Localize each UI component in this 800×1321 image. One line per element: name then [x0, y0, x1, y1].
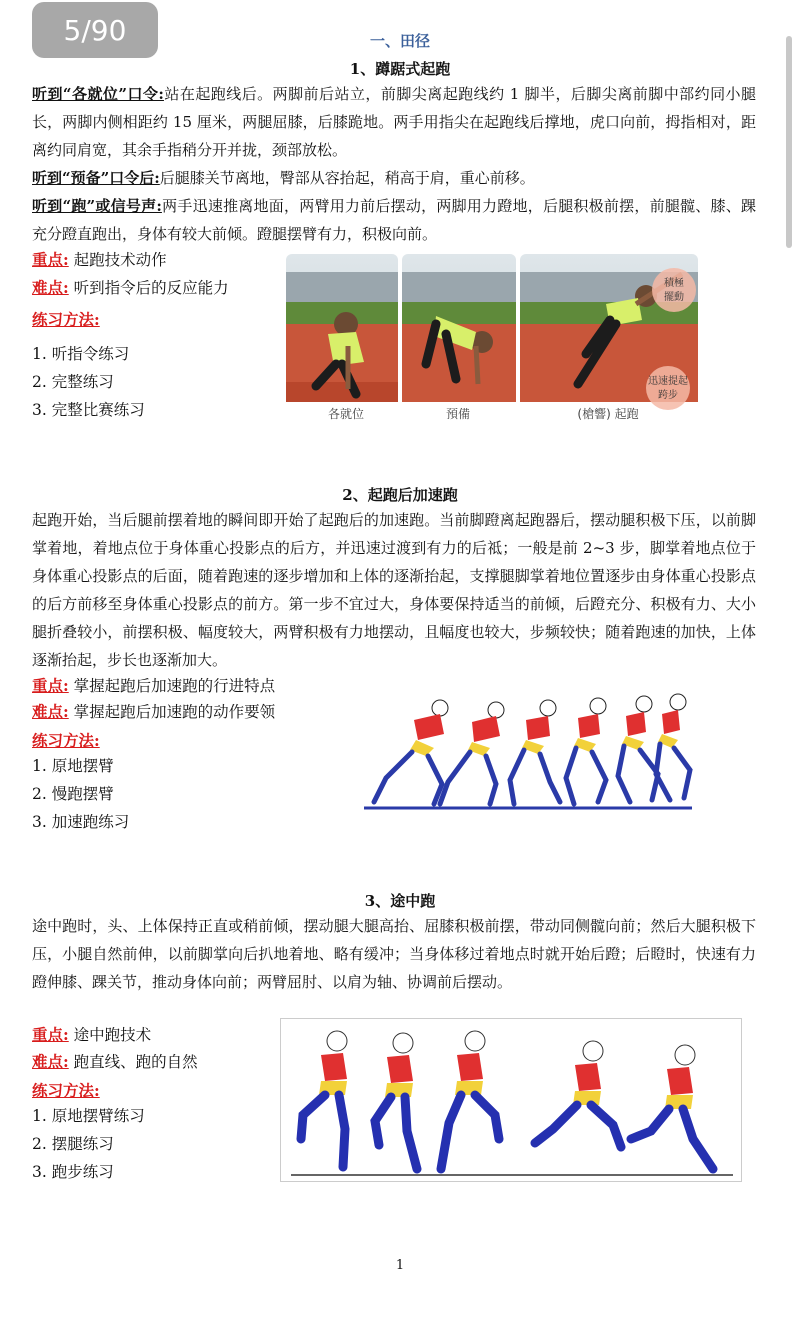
key-text: 起跑技术动作 [73, 251, 167, 269]
runner-figure [375, 1033, 417, 1169]
method-item: 2. 慢跑摆臂 [32, 785, 114, 803]
key-text: 途中跑技术 [73, 1026, 152, 1044]
photo-on-your-marks [286, 254, 398, 402]
bubble-active-swing-1: 積極 [664, 278, 684, 289]
command-3-text: 两手迅速推离地面，两臂用力前后摆动，两脚用力蹬地，后腿积极前摆，前腿髋、膝、踝充分蹬直跑出，身体有较大前倾。蹬腿摆臂有力，积极向前。 [32, 197, 757, 243]
method-item: 3. 加速跑练习 [32, 813, 130, 831]
difficulty-label: 难点: [32, 702, 69, 721]
runner-figure [656, 694, 690, 800]
page-counter-badge: 5/90 [32, 2, 158, 58]
command-3-label: 听到“跑”或信号声: [32, 197, 162, 215]
photo-set [402, 254, 516, 402]
section-2-methods [32, 752, 129, 836]
section-1-method-title: 练习方法: [32, 310, 100, 329]
command-2-text: 后腿膝关节离地，臀部从容抬起，稍高于肩，重心前移。 [159, 169, 535, 187]
method-item: 3. 跑步练习 [32, 1163, 114, 1181]
section-3-difficulty [32, 1048, 198, 1076]
page-number: 1 [395, 1258, 405, 1273]
runner-figure [374, 700, 448, 804]
section-3-method-title: 练习方法: [32, 1081, 100, 1100]
part-title: 一、田径 [369, 32, 430, 50]
method-item: 1. 原地摆臂练习 [32, 1107, 145, 1125]
runner-figure [440, 702, 504, 804]
caption-go: (槍響) 起跑 [577, 407, 639, 421]
method-item: 2. 摆腿练习 [32, 1135, 114, 1153]
section-2-key-point [32, 672, 275, 700]
bubble-active-swing-2: 擺動 [664, 292, 684, 303]
runner-figure [441, 1031, 499, 1169]
method-item: 1. 原地摆臂 [32, 757, 114, 775]
command-1-text: 站在起跑线后。两脚前后站立，前脚尖离起跑线约 1 脚半，后脚尖离前脚中部约同小腿长，两脚内侧相距约 15 厘米，两腿屈膝，后膝跪地。两手用指尖在起跑线后撑地，虎口向前，拇指相对，距离约同肩宽，其余手指稍分开并拢，颈部放松。 [32, 85, 757, 159]
section-3-title: 3、途中跑 [364, 892, 436, 910]
runner-figure [535, 1041, 621, 1147]
key-label: 重点: [32, 676, 69, 695]
method-item: 1. 听指令练习 [32, 345, 130, 363]
difficulty-text: 跑直线、跑的自然 [73, 1053, 198, 1071]
section-3-key-point [32, 1021, 151, 1049]
section-1-title: 1、蹲踞式起跑 [349, 60, 451, 78]
key-text: 掌握起跑后加速跑的行进特点 [73, 677, 276, 695]
method-item: 2. 完整练习 [32, 373, 114, 391]
runner-figure [510, 700, 560, 804]
section-2-method-title: 练习方法: [32, 731, 100, 750]
section-1-difficulty [32, 274, 229, 302]
runner-figure [566, 698, 606, 804]
caption-on-your-marks: 各就位 [327, 407, 365, 421]
key-label: 重点: [32, 250, 69, 269]
section-3-body: 途中跑时，头、上体保持正直或稍前倾，摆动腿大腿高抬、屈膝积极前摆，带动同侧髋向前；然后大腿积极下压，小腿自然前伸，以前脚掌向后扒地着地、略有缓冲；当身体移过着地点时就开始后蹬；后瞪时，快速有力蹬伸膝、踝关节，推动身体向前；两臂屈肘、以肩为轴、协调前后摆动。 [32, 917, 756, 991]
section-1-text [32, 80, 756, 248]
command-2-label: 听到“预备”口令后: [32, 169, 160, 187]
crouch-start-photo-strip [286, 254, 698, 426]
difficulty-label: 难点: [32, 278, 69, 297]
mid-race-run-illustration [280, 1018, 742, 1182]
difficulty-label: 难点: [32, 1052, 69, 1071]
section-1-key-point [32, 246, 167, 274]
section-3-methods [32, 1102, 145, 1186]
photo-go [520, 254, 698, 410]
difficulty-text: 听到指令后的反应能力 [73, 279, 229, 297]
bubble-step-1: 迅速提起 [648, 376, 688, 387]
runner-figure [301, 1031, 347, 1167]
difficulty-text: 掌握起跑后加速跑的动作要领 [73, 703, 276, 721]
bubble-step-2: 跨步 [658, 390, 678, 401]
key-label: 重点: [32, 1025, 69, 1044]
acceleration-run-illustration [360, 690, 696, 814]
section-2-difficulty [32, 698, 275, 726]
caption-set: 預備 [445, 407, 471, 421]
section-2-body: 起跑开始，当后腿前摆着地的瞬间即开始了起跑后的加速跑。当前脚蹬离起跑器后，摆动腿积极下压，以前脚掌着地，着地点位于身体重心投影点的后方，并迅速过渡到有力的后祗；一般是前 2~3 步，脚掌着地点位于身体重心投影点的后面，随着跑速的逐步增加和上体的逐渐抬起，支撑腿脚掌着地位置逐步由身体重心投影点的后方前移至身体重心投影点的前方。第一步不宜过大，身体要保持适当的前倾，后蹬充分、积极有力、大小腿折叠较小，前摆积极、幅度较大，两臂积极有力地摆动，且幅度也较大，步频较快；随着跑速的加快，上体逐渐抬起，步长也逐渐加大。 [32, 511, 756, 669]
runner-figure [631, 1045, 713, 1169]
section-2-title: 2、起跑后加速跑 [342, 486, 458, 504]
command-1-label: 听到“各就位”口令: [32, 85, 164, 103]
section-1-methods [32, 340, 145, 424]
method-item: 3. 完整比赛练习 [32, 401, 145, 419]
runner-figure [618, 696, 658, 802]
